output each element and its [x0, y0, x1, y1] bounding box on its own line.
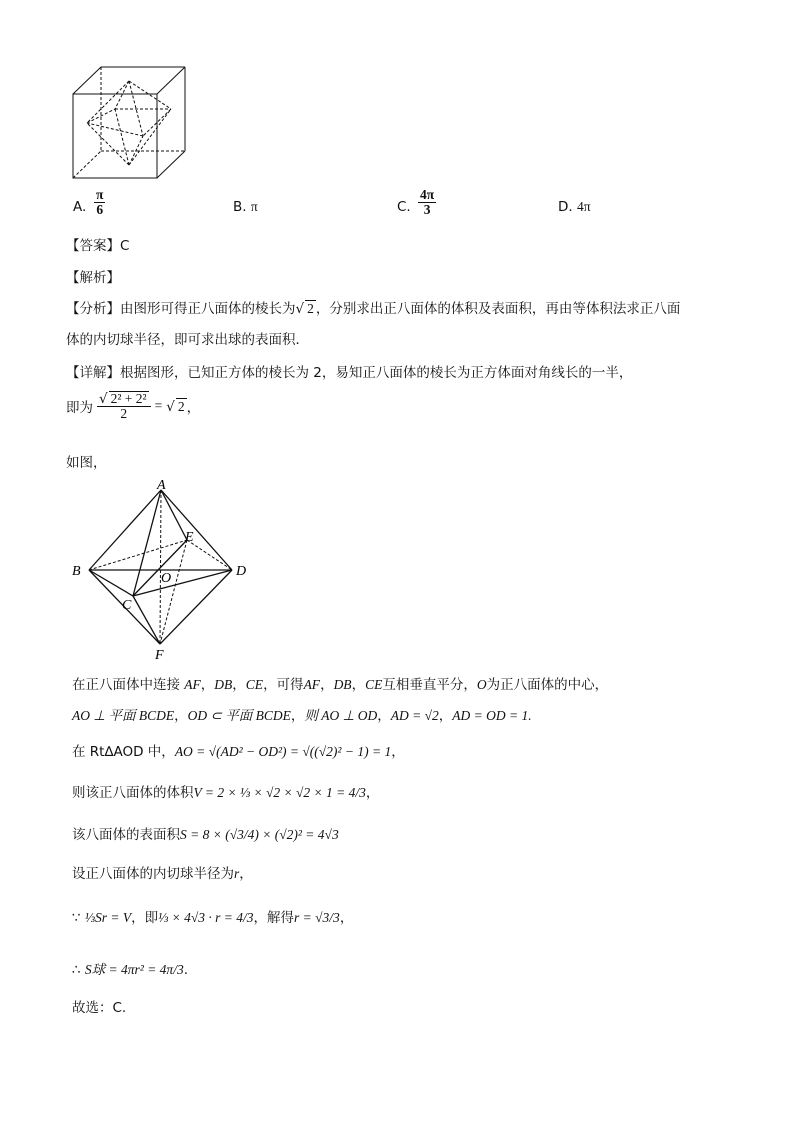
- p5-equation: S = 8 × (√3/4) × (√2)² = 4√3: [180, 827, 339, 842]
- option-d-value: 4π: [576, 199, 591, 214]
- rutu-text: 如图，: [66, 455, 107, 471]
- fenxi-text-b: ，分别求出正八面体的体积及表面积，再由等体积法求正八面: [315, 301, 681, 317]
- option-c-num: 4π: [420, 187, 435, 202]
- vertex-label-d: D: [236, 564, 247, 579]
- xiangjie-label: 【详解】: [66, 365, 120, 381]
- p1-text-d: 为正八面体的中心，: [486, 677, 609, 693]
- p2-comma-1: ，: [174, 708, 188, 724]
- p1-line: [72, 673, 608, 693]
- fenxi-line2: 体的内切球半径，即可求出球的表面积．: [66, 332, 309, 348]
- option-c-letter: C.: [397, 199, 411, 215]
- p6-suffix: ，: [239, 866, 253, 882]
- p8-suffix: .: [183, 962, 188, 978]
- option-b-letter: B.: [233, 199, 247, 215]
- p1-text-b: ，可得: [263, 677, 304, 693]
- option-a-value: [94, 188, 105, 217]
- xiangjie-line2-suffix: ，: [186, 400, 201, 417]
- p1-comma-1: ，: [200, 677, 215, 693]
- p2-t2: OD ⊂ 平面 BCDE: [187, 708, 291, 723]
- p6-text: 设正八面体的内切球半径为: [72, 866, 234, 882]
- center-label-o: O: [161, 571, 172, 586]
- fenxi-label: 【分析】: [66, 301, 120, 317]
- p1-db-2: DB: [333, 677, 352, 692]
- equals-sign: =: [154, 398, 163, 414]
- p3-suffix: ，: [391, 744, 405, 760]
- p2-comma-3: ，: [377, 708, 391, 724]
- p7-mid2: ，解得: [253, 910, 295, 926]
- p1-ce-2: CE: [365, 677, 383, 692]
- option-c-den: 3: [423, 202, 431, 218]
- edge-length-fraction: $\frac{\text{√ 2² + 2²}}{2}$: [97, 391, 151, 421]
- p8-line: [72, 958, 188, 978]
- analysis-label: 【解析】: [66, 270, 120, 286]
- option-d-letter: D.: [558, 199, 573, 215]
- option-a-den: 6: [96, 202, 104, 218]
- option-b: [233, 199, 258, 215]
- p7-prefix: ∵: [72, 910, 81, 926]
- p1-comma-2: ，: [232, 677, 246, 693]
- p4-suffix: ，: [365, 785, 380, 801]
- p2-line: [72, 704, 532, 724]
- p3-line: [72, 740, 405, 760]
- vertex-label-e: E: [185, 530, 194, 545]
- vertex-label-b: B: [72, 564, 81, 579]
- p1-comma-3: ，: [320, 677, 334, 693]
- answer-line: [66, 234, 129, 254]
- p2-comma-4: ，: [438, 708, 453, 724]
- fenxi-line1: [66, 297, 680, 317]
- p1-comma-4: ，: [351, 677, 366, 693]
- p1-af-2: AF: [303, 677, 321, 692]
- xiangjie-line2: 即为 $\frac{\text{√ 2² + 2²}}{2}$ = √ 2 ，: [66, 391, 201, 422]
- p4-prefix: 则该正八面体的体积: [72, 785, 194, 801]
- xiangjie-line2-prefix: 即为: [66, 400, 93, 417]
- option-a: [73, 199, 86, 215]
- option-d: [558, 199, 591, 215]
- p7-eq2: ⅓ × 4√3 · r = 4/3: [158, 910, 254, 925]
- vertex-label-a: A: [157, 478, 166, 493]
- p9-line: 故选：C.: [72, 1000, 127, 1016]
- p8-equation: S球 = 4πr² = 4π/3: [84, 962, 184, 977]
- p8-prefix: ∴: [72, 962, 81, 978]
- option-c: [397, 199, 411, 215]
- p4-equation: V = 2 × ⅓ × √2 × √2 × 1 = 4/3: [193, 785, 366, 800]
- p1-db: DB: [214, 677, 233, 692]
- p4-line: [72, 781, 379, 801]
- p7-eq1: ⅓Sr = V: [84, 910, 132, 925]
- p1-o: O: [476, 677, 487, 692]
- xiangjie-text: 根据图形，已知正方体的棱长为 2，易知正八面体的棱长为正方体面对角线长的一半，: [120, 365, 633, 381]
- option-a-num: π: [96, 187, 104, 202]
- fenxi-text-a: 由图形可得正八面体的棱长为: [120, 301, 296, 317]
- p7-eq3: r = √3/3: [294, 910, 340, 925]
- p6-var: r: [234, 866, 240, 881]
- p2-t4: AD = √2: [390, 708, 439, 723]
- p2-t5: AD = OD = 1.: [452, 708, 532, 723]
- option-b-value: π: [250, 199, 258, 214]
- xiangjie-line1: [66, 361, 632, 381]
- p7-mid: ，即: [131, 910, 159, 926]
- p1-text-c: 互相垂直平分，: [382, 677, 477, 693]
- vertex-label-c: C: [122, 598, 132, 613]
- p1-af: AF: [184, 677, 201, 692]
- p7-line: [72, 906, 353, 926]
- fraction-denominator: 2: [120, 406, 128, 422]
- p2-t1: AO ⊥ 平面 BCDE: [72, 708, 175, 723]
- p1-ce: CE: [245, 677, 264, 692]
- p5-line: [72, 823, 339, 843]
- cube-figure: [70, 62, 190, 184]
- p7-suffix: ，: [339, 910, 354, 926]
- sqrt2-inline: √ 2: [295, 301, 314, 317]
- octahedron-figure: [68, 478, 258, 663]
- option-c-value: [418, 188, 436, 217]
- vertex-label-f: F: [155, 648, 164, 663]
- p3-equation: AO = √(AD² − OD²) = √((√2)² − 1) = 1: [174, 744, 392, 759]
- p1-text-a: 在正八面体中连接: [72, 677, 180, 693]
- answer-label: 【答案】: [66, 238, 120, 254]
- p3-prefix: 在 Rt∆AOD 中，: [72, 744, 175, 760]
- fraction-numerator: 2² + 2²: [110, 391, 147, 406]
- p6-line: [72, 862, 253, 882]
- p2-comma-2: ，: [290, 708, 305, 724]
- p5-prefix: 该八面体的表面积: [72, 827, 180, 843]
- option-a-letter: A.: [73, 199, 87, 215]
- answer-value: C: [120, 238, 130, 254]
- p2-t3: 则 AO ⊥ OD: [304, 708, 378, 723]
